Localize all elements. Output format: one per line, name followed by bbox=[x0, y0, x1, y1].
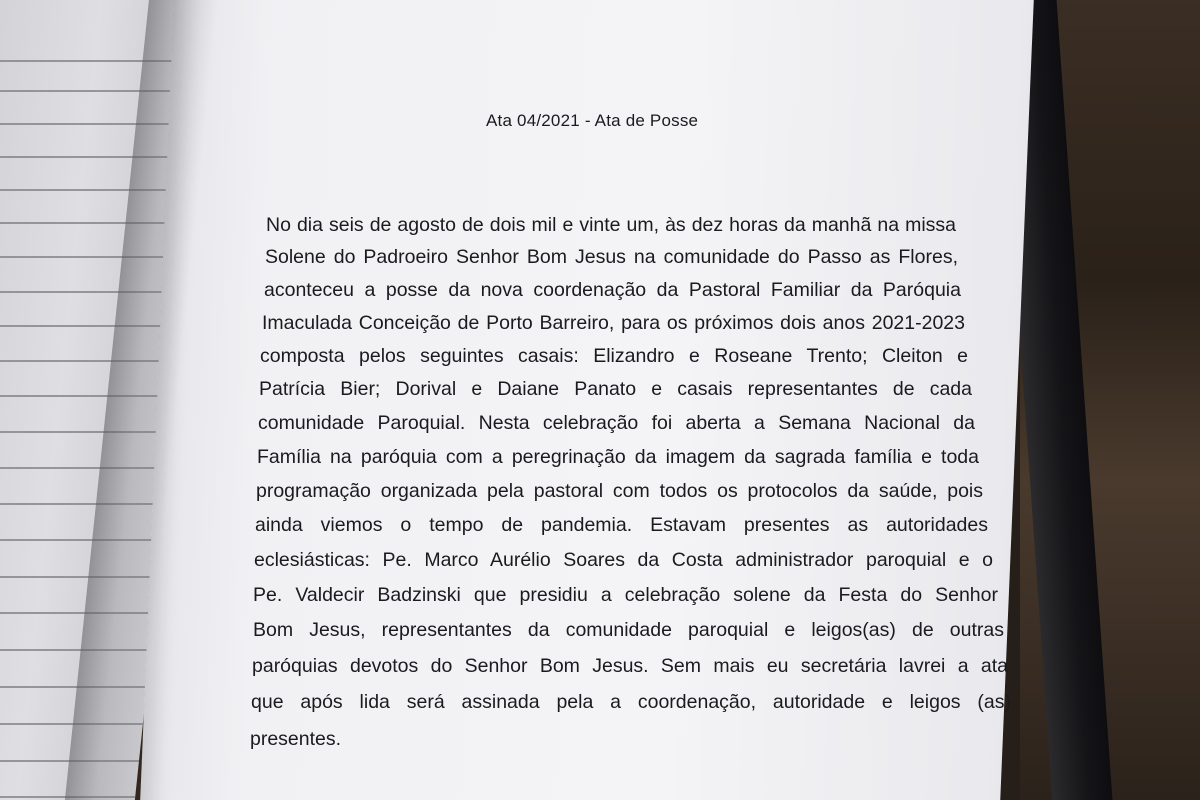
paragraph-line-2: Solene do Padroeiro Senhor Bom Jesus na comunidade do Passo as Flores, bbox=[265, 246, 958, 268]
paragraph-line-16: presentes. bbox=[250, 728, 342, 750]
paragraph-line-9: programação organizada pela pastoral com todos os protocolos da saúde, pois bbox=[256, 480, 983, 502]
paragraph-line-11: eclesiásticas: Pe. Marco Aurélio Soares da Costa administrador paroquial e o bbox=[254, 549, 993, 571]
paragraph-line-10: ainda viemos o tempo de pandemia. Estavam presentes as autoridades bbox=[255, 514, 988, 536]
document-title: Ata 04/2021 - Ata de Posse bbox=[486, 111, 699, 130]
paragraph-line-12: Pe. Valdecir Badzinski que presidiu a celebração solene da Festa do Senhor bbox=[253, 584, 998, 606]
paragraph-line-13: Bom Jesus, representantes da comunidade paroquial e leigos(as) de outras bbox=[253, 619, 1004, 641]
paragraph-line-8: Família na paróquia com a peregrinação da imagem da sagrada família e toda bbox=[257, 446, 979, 468]
paragraph-line-3: aconteceu a posse da nova coordenação da Pastoral Familiar da Paróquia bbox=[264, 279, 961, 301]
paragraph-line-1: No dia seis de agosto de dois mil e vinte um, às dez horas da manhã na missa bbox=[266, 214, 956, 236]
paragraph-line-14: paróquias devotos do Senhor Bom Jesus. Sem mais eu secretária lavrei a ata bbox=[252, 655, 1008, 677]
paragraph-line-15: que após lida será assinada pela a coordenação, autoridade e leigos (as) bbox=[251, 691, 1011, 713]
paragraph-line-5: composta pelos seguintes casais: Elizandro e Roseane Trento; Cleiton e bbox=[260, 345, 968, 367]
paragraph-line-7: comunidade Paroquial. Nesta celebração foi aberta a Semana Nacional da bbox=[258, 412, 975, 434]
paragraph-line-4: Imaculada Conceição de Porto Barreiro, para os próximos dois anos 2021-2023 bbox=[262, 312, 965, 334]
paragraph-line-6: Patrícia Bier; Dorival e Daiane Panato e casais representantes de cada bbox=[259, 378, 972, 400]
